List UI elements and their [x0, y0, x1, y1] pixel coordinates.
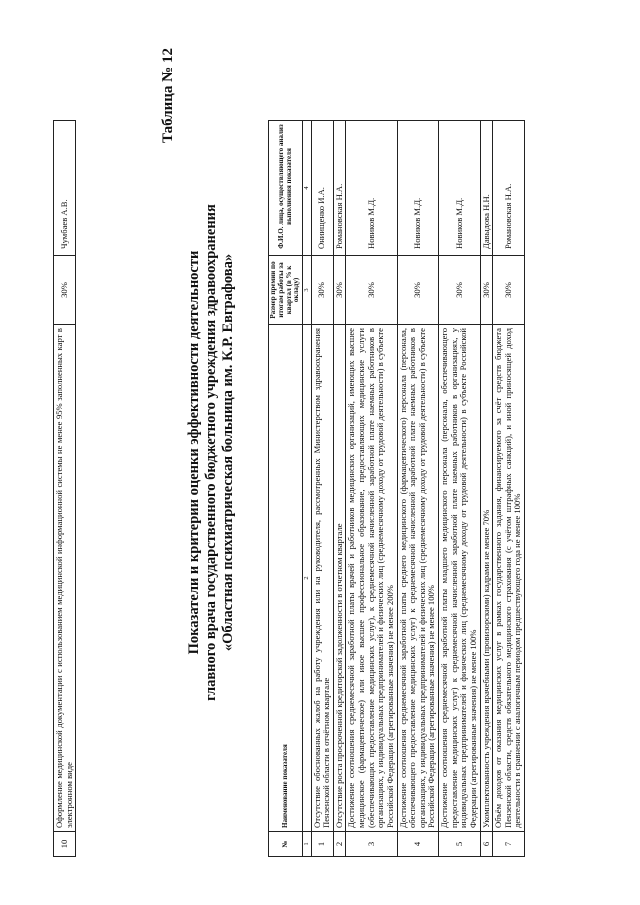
row-number: 2 [333, 832, 346, 857]
header-row [269, 121, 303, 857]
table-row [333, 121, 346, 857]
indicator-text: Укомплектованность учреждения врачебными (провизорскими) кадрами не менее 70% [480, 325, 493, 832]
indicator-text: Объём доходов от оказания медицинских услуг в рамках государственного задания, финансируемого за счёт средств бюджета Пензенской области, средств обязательного медицинского страхования (с учётом штрафных санкций), и иной приносящей доход деятельности в сравнении с аналогичным периодом предшествующего года не менее 100% [493, 325, 525, 832]
column-index-row [303, 121, 311, 857]
indicator-text: Достижение соотношения среднемесячной заработной платы младшего медицинского персонала (персонала, обеспечивающего предоставление медицинских услуг) к среднемесячной начисленной заработной плате наемных работников в организациях, у индивидуальных предпринимателей и физических лиц (среднемесячному доходу от трудовой деятельности) в субъекте Российской Федерации (агрегированные значения) не менее 100% [439, 325, 481, 832]
table-row [54, 121, 76, 857]
title-line: «Областная психиатрическая больница им. К.Р. Евграфова» [220, 253, 236, 652]
indicator-text: Достижение соотношения среднемесячной заработной платы врачей и работников медицинских организаций, имеющих высшее медицинское (фармацевтическое) или иное высшее профессиональное образование, предоставляющих медицинские услуги (обеспечивающих предоставление медицинских услуг), к среднемесячной начисленной заработной плате наемных работников в организациях, у индивидуальных предпринимателей и физических лиц (среднемесячному доходу от трудовой деятельности) в субъекте Российской Федерации (агрегированные значения) не менее 200% [346, 325, 397, 832]
column-index: 4 [303, 121, 311, 256]
row-number: 10 [54, 832, 76, 857]
responsible-person: Новиков М.Д. [346, 121, 397, 256]
header-premium: Размер премии по итогам работы за квартал (в % к окладу) [269, 256, 303, 325]
row-number: 6 [480, 832, 493, 857]
header-indicator: Наименование показателя [269, 325, 303, 832]
row-number: 7 [493, 832, 525, 857]
row-number: 4 [397, 832, 439, 857]
premium-percent: 30% [346, 256, 397, 325]
column-index: 2 [303, 325, 311, 832]
column-index: 1 [303, 832, 311, 857]
responsible-person: Новиков М.Д. [439, 121, 481, 256]
table-number: Таблица № 12 [160, 48, 176, 144]
header-person: Ф.И.О. лица, осуществляющего анализ выполнения показателя [269, 121, 303, 256]
row-number: 3 [346, 832, 397, 857]
responsible-person: Давыдова Н.Н. [480, 121, 493, 256]
responsible-person: Новиков М.Д. [397, 121, 439, 256]
title-line: Показатели и критерии оценки эффективности деятельности [186, 250, 202, 655]
responsible-person: Романовская Н.А. [333, 121, 346, 256]
document-title [186, 40, 237, 865]
responsible-person: Романовская Н.А. [493, 121, 525, 256]
premium-percent: 30% [311, 256, 333, 325]
row-number: 1 [311, 832, 333, 857]
premium-percent: 30% [439, 256, 481, 325]
premium-percent: 30% [397, 256, 439, 325]
table-row [311, 121, 333, 857]
premium-percent: 30% [480, 256, 493, 325]
responsible-person: Ониищенко И.А. [311, 121, 333, 256]
table-row [397, 121, 439, 857]
column-index: 3 [303, 256, 311, 325]
title-line: главного врача государственного бюджетного учреждения здравоохранения [203, 204, 219, 701]
indicator-text: Отсутствие обоснованных жалоб на работу учреждения или на руководителя, рассмотренных Министерством здравоохранения Пензенской области в отчётном квартале [311, 325, 333, 832]
table-row [346, 121, 397, 857]
table-row [439, 121, 481, 857]
premium-percent: 30% [493, 256, 525, 325]
indicator-text: Оформление медицинской документации с использованием медицинской информационной системы не менее 95% заполненных карт в электронном виде [54, 325, 76, 832]
indicators-table [268, 120, 525, 857]
table-row [480, 121, 493, 857]
table-row [493, 121, 525, 857]
continuation-table [53, 120, 76, 857]
row-number: 5 [439, 832, 481, 857]
responsible-person: Чумбаев А.В. [54, 121, 76, 256]
indicator-text: Отсутствие роста просроченной кредиторской задолженности в отчетном квартале [333, 325, 346, 832]
premium-percent: 30% [54, 256, 76, 325]
premium-percent: 30% [333, 256, 346, 325]
indicator-text: Достижение соотношения среднемесячной заработной платы среднего медицинского (фармацевтического) персонала (персонала, обеспечивающего предоставление медицинских услуг) к среднемесячной начисленной заработной плате наемных работников в организациях, у индивидуальных предпринимателей и физических лиц (среднемесячному доходу от трудовой деятельности) в субъекте Российской Федерации (агрегированные значения) не менее 100% [397, 325, 439, 832]
header-number: № [269, 832, 303, 857]
